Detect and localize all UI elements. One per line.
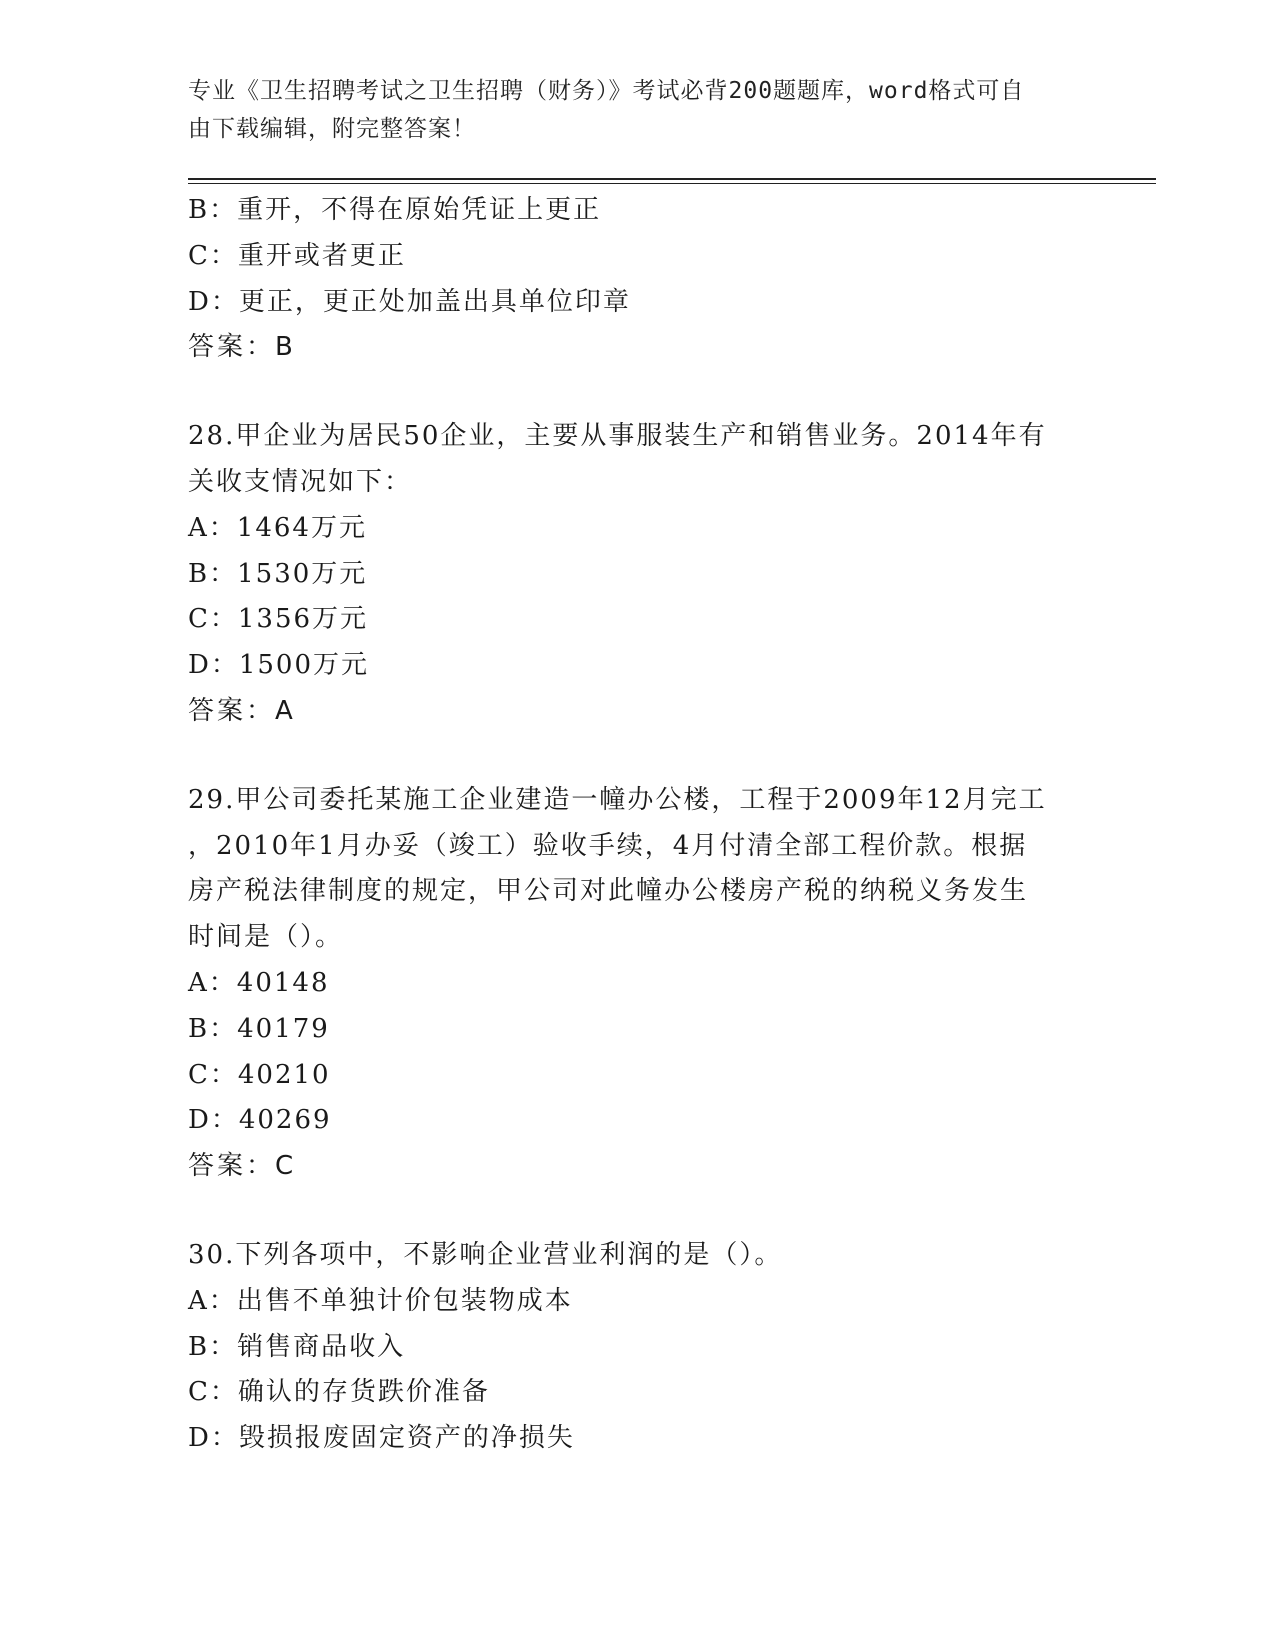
document-header [188, 72, 1068, 148]
question-stem-line: 房产税法律制度的规定，甲公司对此幢办公楼房产税的纳税义务发生 [188, 876, 1029, 907]
question-stem-line: ，2010年1月办妥（竣工）验收手续，4月付清全部工程价款。根据 [188, 830, 1028, 861]
answer-line: 答案：A [188, 695, 296, 726]
option-a: A：出售不单独计价包装物成本 [188, 1285, 573, 1316]
question-stem-line: 时间是（）。 [188, 922, 344, 953]
option-c: C：重开或者更正 [188, 240, 406, 271]
option-c: C：1356万元 [188, 604, 369, 635]
question-28 [188, 414, 1088, 735]
question-list [188, 188, 1088, 1462]
answer-line: 答案：C [188, 1151, 297, 1182]
option-a: A：40148 [188, 967, 330, 998]
option-a: A：1464万元 [188, 512, 367, 543]
question-stem-line: 28.甲企业为居民50企业，主要从事服装生产和销售业务。2014年有 [188, 421, 1047, 452]
question-stem-line: 关收支情况如下： [188, 466, 413, 497]
header-divider-thick [188, 178, 1156, 180]
option-c: C：40210 [188, 1059, 331, 1090]
header-line-1: 专业《卫生招聘考试之卫生招聘（财务）》考试必背200题题库，word格式可自 [188, 78, 1025, 104]
option-b: B：1530万元 [188, 558, 368, 589]
question-stem-line: 29.甲公司委托某施工企业建造一幢办公楼，工程于2009年12月完工 [188, 784, 1047, 815]
option-d: D：毁损报废固定资产的净损失 [188, 1423, 575, 1454]
option-d: D：40269 [188, 1105, 332, 1136]
option-d: D：1500万元 [188, 650, 370, 681]
question-29 [188, 778, 1088, 1190]
option-b: B：重开，不得在原始凭证上更正 [188, 195, 602, 225]
option-b: B：40179 [188, 1013, 330, 1044]
option-d: D：更正，更正处加盖出具单位印章 [188, 286, 631, 317]
question-27-tail [188, 188, 1088, 371]
header-line-2: 由下载编辑，附完整答案！ [188, 116, 476, 142]
option-c: C：确认的存货跌价准备 [188, 1377, 490, 1408]
question-stem-line: 30.下列各项中，不影响企业营业利润的是（）。 [188, 1239, 783, 1270]
header-divider-thin [188, 183, 1156, 184]
option-b: B：销售商品收入 [188, 1331, 406, 1362]
question-30 [188, 1233, 1088, 1462]
answer-line: 答案：B [188, 332, 296, 363]
